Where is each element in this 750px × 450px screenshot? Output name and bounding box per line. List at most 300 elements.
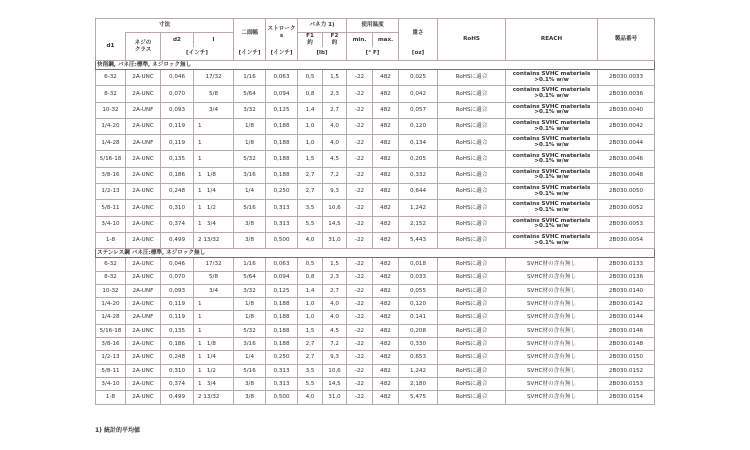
cell-across-flats: 3/32	[234, 102, 266, 118]
cell-reach: contains SVHC materials >0.1% w/w	[506, 86, 598, 102]
cell-f2: 31,0	[323, 232, 347, 248]
section-title: ステンレス鋼 バネ圧:標準, ネジロック無し	[96, 249, 655, 258]
cell-temp-max: 482	[373, 70, 399, 86]
cell-weight: 1,242	[399, 200, 438, 216]
cell-f1: 1,0	[298, 311, 323, 324]
cell-reach: contains SVHC materials >0.1% w/w	[506, 184, 598, 200]
cell-part-number: 2B030.0053	[598, 216, 655, 232]
cell-reach: contains SVHC materials >0.1% w/w	[506, 102, 598, 118]
table-row	[96, 377, 655, 390]
cell-d1: 1/2-13	[96, 351, 126, 364]
cell-stroke: 0,188	[266, 151, 298, 167]
cell-d1: 1/4-28	[96, 135, 126, 151]
cell-reach: SVHC材の含有無し	[506, 298, 598, 311]
cell-temp-min: -22	[347, 298, 373, 311]
cell-temp-max: 482	[373, 118, 399, 134]
cell-reach: SVHC材の含有無し	[506, 391, 598, 404]
cell-temp-min: -22	[347, 135, 373, 151]
cell-temp-min: -22	[347, 324, 373, 337]
header-l: l	[194, 33, 234, 47]
cell-temp-max: 482	[373, 364, 399, 377]
table-header	[96, 19, 655, 61]
cell-l: 1 1/4	[194, 184, 234, 200]
cell-d2: 0,135	[161, 324, 194, 337]
cell-f1: 1,5	[298, 324, 323, 337]
cell-d1: 3/4-10	[96, 216, 126, 232]
cell-part-number: 2B030.0133	[598, 258, 655, 271]
table-row	[96, 135, 655, 151]
cell-temp-min: -22	[347, 216, 373, 232]
cell-thread-class: 2A-UNC	[126, 324, 161, 337]
cell-stroke: 0,313	[266, 200, 298, 216]
cell-f1: 0,5	[298, 70, 323, 86]
cell-reach: contains SVHC materials >0.1% w/w	[506, 70, 598, 86]
cell-rohs: RoHSに適合	[438, 391, 506, 404]
cell-d1: 1-8	[96, 232, 126, 248]
cell-reach: SVHC材の含有無し	[506, 271, 598, 284]
cell-f2: 14,5	[323, 216, 347, 232]
cell-d2: 0,046	[161, 258, 194, 271]
cell-d1: 8-32	[96, 271, 126, 284]
cell-temp-min: -22	[347, 271, 373, 284]
header-part-number: 製品番号	[598, 19, 655, 61]
cell-part-number: 2B030.0044	[598, 135, 655, 151]
cell-rohs: RoHSに適合	[438, 70, 506, 86]
cell-rohs: RoHSに適合	[438, 200, 506, 216]
cell-thread-class: 2A-UNC	[126, 364, 161, 377]
cell-reach: SVHC材の含有無し	[506, 364, 598, 377]
header-weight: 重さ	[399, 19, 438, 47]
table-row	[96, 200, 655, 216]
cell-f1: 4,0	[298, 232, 323, 248]
cell-weight: 0,205	[399, 151, 438, 167]
cell-part-number: 2B030.0152	[598, 364, 655, 377]
cell-f2: 7,2	[323, 167, 347, 183]
cell-part-number: 2B030.0054	[598, 232, 655, 248]
cell-temp-min: -22	[347, 184, 373, 200]
table-row	[96, 216, 655, 232]
cell-f1: 0,8	[298, 86, 323, 102]
cell-temp-max: 482	[373, 271, 399, 284]
cell-f2: 2,7	[323, 102, 347, 118]
cell-rohs: RoHSに適合	[438, 167, 506, 183]
cell-f2: 14,5	[323, 377, 347, 390]
cell-weight: 0,332	[399, 167, 438, 183]
cell-part-number: 2B030.0142	[598, 298, 655, 311]
cell-d1: 8-32	[96, 86, 126, 102]
table-row	[96, 351, 655, 364]
cell-rohs: RoHSに適合	[438, 271, 506, 284]
cell-rohs: RoHSに適合	[438, 311, 506, 324]
cell-l: 1	[194, 135, 234, 151]
cell-rohs: RoHSに適合	[438, 151, 506, 167]
cell-rohs: RoHSに適合	[438, 298, 506, 311]
cell-stroke: 0,094	[266, 271, 298, 284]
cell-thread-class: 2A-UNC	[126, 271, 161, 284]
cell-stroke: 0,313	[266, 377, 298, 390]
table-row	[96, 271, 655, 284]
cell-d2: 0,070	[161, 271, 194, 284]
cell-reach: SVHC材の含有無し	[506, 324, 598, 337]
table-row	[96, 118, 655, 134]
cell-stroke: 0,125	[266, 102, 298, 118]
header-f2: F2 約	[323, 33, 347, 47]
cell-across-flats: 3/16	[234, 167, 266, 183]
cell-l: 1 1/2	[194, 200, 234, 216]
cell-d1: 5/16-18	[96, 324, 126, 337]
cell-across-flats: 5/16	[234, 200, 266, 216]
cell-f1: 1,5	[298, 151, 323, 167]
cell-temp-max: 482	[373, 102, 399, 118]
cell-thread-class: 2A-UNC	[126, 70, 161, 86]
cell-weight: 0,018	[399, 258, 438, 271]
cell-d1: 5/16-18	[96, 151, 126, 167]
header-d1: d1	[96, 33, 126, 61]
section-title-row	[96, 61, 655, 70]
header-thread-class: ネジの クラス	[126, 33, 161, 61]
cell-across-flats: 1/8	[234, 135, 266, 151]
cell-temp-max: 482	[373, 338, 399, 351]
cell-l: 1 3/4	[194, 377, 234, 390]
cell-temp-max: 482	[373, 324, 399, 337]
cell-across-flats: 1/16	[234, 70, 266, 86]
cell-temp-min: -22	[347, 284, 373, 297]
cell-part-number: 2B030.0036	[598, 86, 655, 102]
cell-part-number: 2B030.0048	[598, 167, 655, 183]
cell-l: 1 1/8	[194, 338, 234, 351]
cell-rohs: RoHSに適合	[438, 102, 506, 118]
cell-temp-max: 482	[373, 232, 399, 248]
cell-d2: 0,186	[161, 167, 194, 183]
cell-temp-max: 482	[373, 258, 399, 271]
cell-temp-max: 482	[373, 351, 399, 364]
cell-d1: 10-32	[96, 284, 126, 297]
cell-rohs: RoHSに適合	[438, 258, 506, 271]
table-row	[96, 151, 655, 167]
cell-reach: SVHC材の含有無し	[506, 311, 598, 324]
cell-stroke: 0,094	[266, 86, 298, 102]
cell-f2: 4,0	[323, 311, 347, 324]
cell-f2: 2,3	[323, 271, 347, 284]
table-row	[96, 86, 655, 102]
cell-part-number: 2B030.0046	[598, 151, 655, 167]
cell-f1: 0,5	[298, 258, 323, 271]
cell-d1: 1/4-28	[96, 311, 126, 324]
cell-weight: 0,644	[399, 184, 438, 200]
cell-d2: 0,310	[161, 364, 194, 377]
cell-reach: contains SVHC materials >0.1% w/w	[506, 232, 598, 248]
cell-stroke: 0,313	[266, 364, 298, 377]
cell-l: 2 13/32	[194, 232, 234, 248]
header-rohs: RoHS	[438, 19, 506, 61]
table-row	[96, 167, 655, 183]
cell-d1: 1/4-20	[96, 118, 126, 134]
unit-d2-l: [インチ]	[161, 47, 234, 61]
cell-thread-class: 2A-UNC	[126, 216, 161, 232]
cell-across-flats: 3/8	[234, 216, 266, 232]
cell-f1: 1,0	[298, 298, 323, 311]
cell-reach: SVHC材の含有無し	[506, 377, 598, 390]
cell-stroke: 0,125	[266, 284, 298, 297]
section-title-row	[96, 249, 655, 258]
cell-temp-max: 482	[373, 377, 399, 390]
cell-temp-min: -22	[347, 311, 373, 324]
cell-weight: 1,242	[399, 364, 438, 377]
cell-d1: 6-32	[96, 258, 126, 271]
cell-f2: 2,3	[323, 86, 347, 102]
cell-weight: 0,134	[399, 135, 438, 151]
cell-weight: 0,653	[399, 351, 438, 364]
cell-d2: 0,374	[161, 377, 194, 390]
cell-d2: 0,248	[161, 351, 194, 364]
unit-across-flats: [インチ]	[234, 47, 266, 61]
header-stroke: ストローク s	[266, 19, 298, 47]
cell-weight: 5,475	[399, 391, 438, 404]
header-across-flats: 二面幅	[234, 19, 266, 47]
cell-temp-min: -22	[347, 86, 373, 102]
product-spec-table	[95, 18, 655, 405]
cell-temp-max: 482	[373, 200, 399, 216]
header-dimensions: 寸法	[96, 19, 234, 33]
cell-d2: 0,310	[161, 200, 194, 216]
cell-l: 1	[194, 151, 234, 167]
cell-thread-class: 2A-UNF	[126, 284, 161, 297]
cell-temp-max: 482	[373, 167, 399, 183]
cell-across-flats: 3/16	[234, 338, 266, 351]
cell-thread-class: 2A-UNC	[126, 258, 161, 271]
header-min: min.	[347, 33, 373, 47]
cell-part-number: 2B030.0146	[598, 324, 655, 337]
cell-l: 17/32	[194, 70, 234, 86]
cell-part-number: 2B030.0140	[598, 284, 655, 297]
footnote: 1) 統計的平均値	[95, 427, 141, 434]
cell-f1: 2,7	[298, 167, 323, 183]
cell-thread-class: 2A-UNC	[126, 86, 161, 102]
cell-l: 3/4	[194, 284, 234, 297]
cell-thread-class: 2A-UNC	[126, 151, 161, 167]
cell-temp-max: 482	[373, 311, 399, 324]
cell-thread-class: 2A-UNC	[126, 351, 161, 364]
cell-d2: 0,093	[161, 284, 194, 297]
cell-d2: 0,119	[161, 298, 194, 311]
cell-reach: SVHC材の含有無し	[506, 258, 598, 271]
cell-weight: 2,180	[399, 377, 438, 390]
cell-d1: 10-32	[96, 102, 126, 118]
cell-d2: 0,119	[161, 135, 194, 151]
cell-part-number: 2B030.0050	[598, 184, 655, 200]
cell-weight: 0,025	[399, 70, 438, 86]
table-row	[96, 298, 655, 311]
cell-f2: 4,0	[323, 135, 347, 151]
cell-thread-class: 2A-UNC	[126, 232, 161, 248]
cell-stroke: 0,188	[266, 338, 298, 351]
cell-reach: SVHC材の含有無し	[506, 351, 598, 364]
cell-f2: 10,6	[323, 200, 347, 216]
table-row	[96, 232, 655, 248]
cell-temp-max: 482	[373, 184, 399, 200]
cell-across-flats: 1/4	[234, 351, 266, 364]
cell-rohs: RoHSに適合	[438, 86, 506, 102]
header-reach: REACH	[506, 19, 598, 61]
cell-reach: SVHC材の含有無し	[506, 284, 598, 297]
cell-across-flats: 3/32	[234, 284, 266, 297]
header-f1: F1 約	[298, 33, 323, 47]
cell-rohs: RoHSに適合	[438, 135, 506, 151]
cell-d2: 0,119	[161, 311, 194, 324]
cell-d1: 1-8	[96, 391, 126, 404]
cell-f2: 4,0	[323, 298, 347, 311]
cell-f1: 3,5	[298, 364, 323, 377]
cell-d2: 0,499	[161, 391, 194, 404]
table-row	[96, 102, 655, 118]
header-spring-force: バネ力 1)	[298, 19, 347, 33]
cell-weight: 5,443	[399, 232, 438, 248]
cell-part-number: 2B030.0040	[598, 102, 655, 118]
cell-across-flats: 5/64	[234, 271, 266, 284]
cell-f2: 1,5	[323, 70, 347, 86]
cell-temp-min: -22	[347, 258, 373, 271]
table-row	[96, 258, 655, 271]
cell-temp-min: -22	[347, 232, 373, 248]
cell-stroke: 0,250	[266, 184, 298, 200]
cell-temp-max: 482	[373, 216, 399, 232]
table-row	[96, 70, 655, 86]
cell-reach: SVHC材の含有無し	[506, 338, 598, 351]
table-row	[96, 338, 655, 351]
cell-l: 1 1/2	[194, 364, 234, 377]
cell-temp-min: -22	[347, 364, 373, 377]
cell-d2: 0,070	[161, 86, 194, 102]
cell-part-number: 2B030.0033	[598, 70, 655, 86]
cell-reach: contains SVHC materials >0.1% w/w	[506, 216, 598, 232]
cell-d1: 5/8-11	[96, 364, 126, 377]
cell-thread-class: 2A-UNC	[126, 167, 161, 183]
cell-reach: contains SVHC materials >0.1% w/w	[506, 151, 598, 167]
cell-temp-min: -22	[347, 102, 373, 118]
cell-part-number: 2B030.0154	[598, 391, 655, 404]
cell-reach: contains SVHC materials >0.1% w/w	[506, 118, 598, 134]
cell-weight: 0,120	[399, 118, 438, 134]
cell-d1: 1/2-13	[96, 184, 126, 200]
cell-thread-class: 2A-UNF	[126, 311, 161, 324]
cell-rohs: RoHSに適合	[438, 377, 506, 390]
cell-d1: 3/8-16	[96, 167, 126, 183]
unit-weight: [oz]	[399, 47, 438, 61]
cell-weight: 0,057	[399, 102, 438, 118]
cell-f1: 2,7	[298, 338, 323, 351]
cell-l: 1	[194, 118, 234, 134]
cell-d1: 3/4-10	[96, 377, 126, 390]
cell-thread-class: 2A-UNF	[126, 102, 161, 118]
cell-d2: 0,186	[161, 338, 194, 351]
cell-across-flats: 1/4	[234, 184, 266, 200]
cell-f2: 10,6	[323, 364, 347, 377]
cell-across-flats: 1/8	[234, 298, 266, 311]
cell-f1: 4,0	[298, 391, 323, 404]
cell-weight: 0,033	[399, 271, 438, 284]
cell-f1: 1,4	[298, 102, 323, 118]
cell-stroke: 0,250	[266, 351, 298, 364]
header-d2: d2	[161, 33, 194, 47]
cell-l: 3/4	[194, 102, 234, 118]
cell-stroke: 0,188	[266, 298, 298, 311]
cell-d2: 0,499	[161, 232, 194, 248]
cell-thread-class: 2A-UNC	[126, 200, 161, 216]
cell-f1: 3,5	[298, 200, 323, 216]
cell-f2: 2,7	[323, 284, 347, 297]
cell-stroke: 0,063	[266, 70, 298, 86]
cell-weight: 0,120	[399, 298, 438, 311]
cell-stroke: 0,313	[266, 216, 298, 232]
cell-weight: 0,208	[399, 324, 438, 337]
cell-weight: 0,055	[399, 284, 438, 297]
cell-weight: 0,330	[399, 338, 438, 351]
cell-stroke: 0,500	[266, 391, 298, 404]
cell-rohs: RoHSに適合	[438, 338, 506, 351]
cell-across-flats: 3/8	[234, 377, 266, 390]
cell-l: 1	[194, 298, 234, 311]
cell-temp-min: -22	[347, 70, 373, 86]
cell-temp-min: -22	[347, 118, 373, 134]
cell-temp-max: 482	[373, 135, 399, 151]
cell-stroke: 0,188	[266, 167, 298, 183]
cell-thread-class: 2A-UNC	[126, 391, 161, 404]
cell-part-number: 2B030.0136	[598, 271, 655, 284]
cell-temp-min: -22	[347, 351, 373, 364]
cell-across-flats: 1/16	[234, 258, 266, 271]
cell-f2: 31,0	[323, 391, 347, 404]
cell-rohs: RoHSに適合	[438, 184, 506, 200]
cell-f2: 4,5	[323, 151, 347, 167]
cell-f2: 9,3	[323, 351, 347, 364]
cell-thread-class: 2A-UNC	[126, 118, 161, 134]
table-row	[96, 391, 655, 404]
unit-temperature: [° F]	[347, 47, 399, 61]
cell-stroke: 0,188	[266, 118, 298, 134]
cell-stroke: 0,188	[266, 324, 298, 337]
table-row	[96, 324, 655, 337]
unit-stroke: [インチ]	[266, 47, 298, 61]
cell-d1: 6-32	[96, 70, 126, 86]
cell-part-number: 2B030.0148	[598, 338, 655, 351]
cell-f1: 2,7	[298, 184, 323, 200]
cell-l: 5/8	[194, 86, 234, 102]
cell-f2: 9,3	[323, 184, 347, 200]
cell-weight: 0,042	[399, 86, 438, 102]
cell-l: 2 13/32	[194, 391, 234, 404]
cell-stroke: 0,188	[266, 135, 298, 151]
cell-part-number: 2B030.0150	[598, 351, 655, 364]
cell-d1: 5/8-11	[96, 200, 126, 216]
cell-temp-max: 482	[373, 391, 399, 404]
cell-f2: 1,5	[323, 258, 347, 271]
cell-temp-max: 482	[373, 86, 399, 102]
cell-across-flats: 1/8	[234, 118, 266, 134]
cell-l: 1	[194, 311, 234, 324]
cell-rohs: RoHSに適合	[438, 216, 506, 232]
cell-temp-max: 482	[373, 284, 399, 297]
cell-f2: 7,2	[323, 338, 347, 351]
header-temperature: 使用温度	[347, 19, 399, 33]
cell-d2: 0,374	[161, 216, 194, 232]
cell-d2: 0,248	[161, 184, 194, 200]
cell-across-flats: 1/8	[234, 311, 266, 324]
cell-stroke: 0,063	[266, 258, 298, 271]
cell-stroke: 0,500	[266, 232, 298, 248]
table-row	[96, 364, 655, 377]
table-row	[96, 311, 655, 324]
cell-f1: 1,0	[298, 118, 323, 134]
